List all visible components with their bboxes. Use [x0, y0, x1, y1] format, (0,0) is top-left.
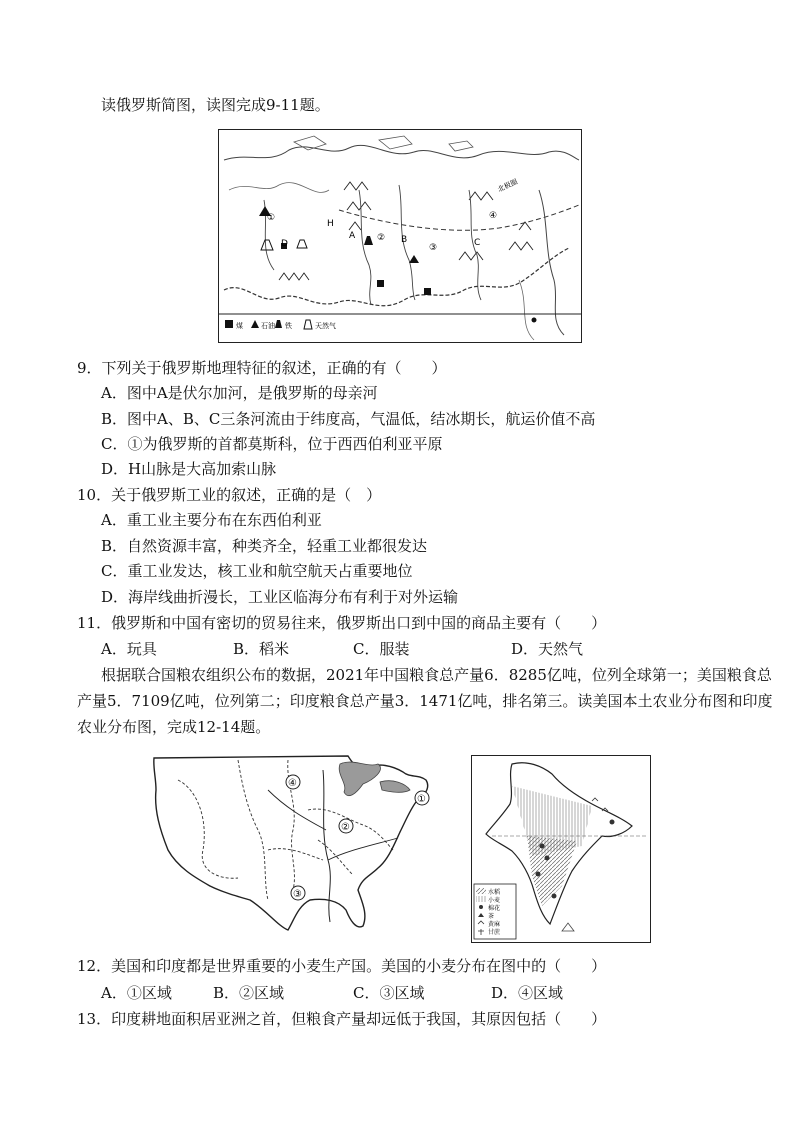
q10-option-c: C．重工业发达，核工业和航空航天占重要地位 — [101, 562, 413, 580]
usa-label-4: ④ — [288, 778, 297, 789]
q10-option-d: D．海岸线曲折漫长，工业区临海分布有利于对外运输 — [101, 588, 459, 606]
label-circle4: ④ — [489, 211, 498, 221]
usa-map-drawing — [148, 750, 438, 940]
usa-label-3: ③ — [293, 889, 302, 900]
q11-option-a: A．玩具 — [101, 640, 157, 658]
usa-map — [148, 750, 438, 940]
q12-option-a: A．①区域 — [101, 984, 172, 1002]
label-D: D — [281, 239, 288, 249]
legend-oil-icon — [251, 320, 259, 328]
intro2-line2: 产量5．7109亿吨，位列第二；印度粮食总产量3．1471亿吨，排名第三。读美国本土农业分布图和印度 — [77, 692, 773, 710]
q9-option-d: D．H山脉是大高加索山脉 — [101, 460, 277, 478]
legend-oil: 石油 — [261, 322, 275, 330]
label-H: H — [327, 219, 334, 229]
q9-stem: 9．下列关于俄罗斯地理特征的叙述，正确的有（ ） — [77, 359, 447, 377]
russia-map-drawing — [219, 130, 581, 342]
q11-option-c: C．服装 — [353, 640, 410, 658]
intro2-line1: 根据联合国粮农组织公布的数据，2021年中国粮食总产量6．8285亿吨，位列全球第一；美国粮食总 — [101, 666, 772, 684]
label-C: C — [474, 238, 481, 248]
q12-stem: 12．美国和印度都是世界重要的小麦生产国。美国的小麦分布在图中的（ ） — [77, 957, 607, 975]
q11-stem: 11．俄罗斯和中国有密切的贸易往来，俄罗斯出口到中国的商品主要有（ ） — [77, 614, 607, 632]
label-circle3: ③ — [429, 243, 438, 253]
legend-gas: 天然气 — [315, 322, 336, 330]
india-legend-tea: 茶 — [488, 913, 495, 920]
legend-coal-icon — [225, 320, 233, 328]
label-A: A — [349, 231, 356, 241]
india-map-drawing — [472, 756, 650, 942]
india-legend-jute: 黄麻 — [488, 921, 501, 928]
usa-label-2: ② — [341, 822, 350, 833]
india-legend-rice: 水稻 — [488, 889, 501, 896]
q10-option-b: B．自然资源丰富，种类齐全，轻重工业都很发达 — [101, 537, 428, 555]
q12-option-c: C．③区域 — [353, 984, 425, 1002]
q11-option-b: B．稻米 — [233, 640, 290, 658]
legend-iron: 铁 — [285, 322, 292, 330]
q12-option-d: D．④区域 — [491, 984, 564, 1002]
q9-option-b: B．图中A、B、C三条河流由于纬度高，气温低，结冰期长，航运价值不高 — [101, 410, 596, 428]
q10-option-a: A．重工业主要分布在东西伯利亚 — [101, 511, 322, 529]
label-circle1: ① — [267, 213, 276, 223]
intro-text-russia: 读俄罗斯简图，读图完成9-11题。 — [101, 96, 330, 114]
label-arctic-circle: 北极圈 — [496, 177, 519, 194]
q10-stem: 10．关于俄罗斯工业的叙述，正确的是（ ） — [77, 486, 382, 504]
india-legend-sugarcane: 甘蔗 — [488, 929, 501, 936]
q9-option-c: C．①为俄罗斯的首都莫斯科，位于西西伯利亚平原 — [101, 435, 443, 453]
usa-label-1: ① — [417, 794, 426, 805]
q9-option-a: A．图中A是伏尔加河，是俄罗斯的母亲河 — [101, 384, 378, 402]
russia-map — [218, 129, 582, 343]
india-legend-cotton: 棉花 — [488, 905, 501, 912]
q12-option-b: B．②区域 — [213, 984, 285, 1002]
q13-stem: 13．印度耕地面积居亚洲之首，但粮食产量却远低于我国，其原因包括（ ） — [77, 1010, 607, 1028]
legend-gas-icon — [304, 320, 312, 329]
label-circle2: ② — [377, 233, 386, 243]
q11-option-d: D．天然气 — [511, 640, 584, 658]
legend-coal: 煤 — [236, 322, 243, 330]
india-legend-wheat: 小麦 — [488, 897, 501, 904]
india-map — [471, 755, 651, 943]
label-B: B — [401, 235, 408, 245]
legend-iron-icon — [275, 320, 282, 328]
intro2-line3: 农业分布图，完成12-14题。 — [77, 718, 271, 736]
